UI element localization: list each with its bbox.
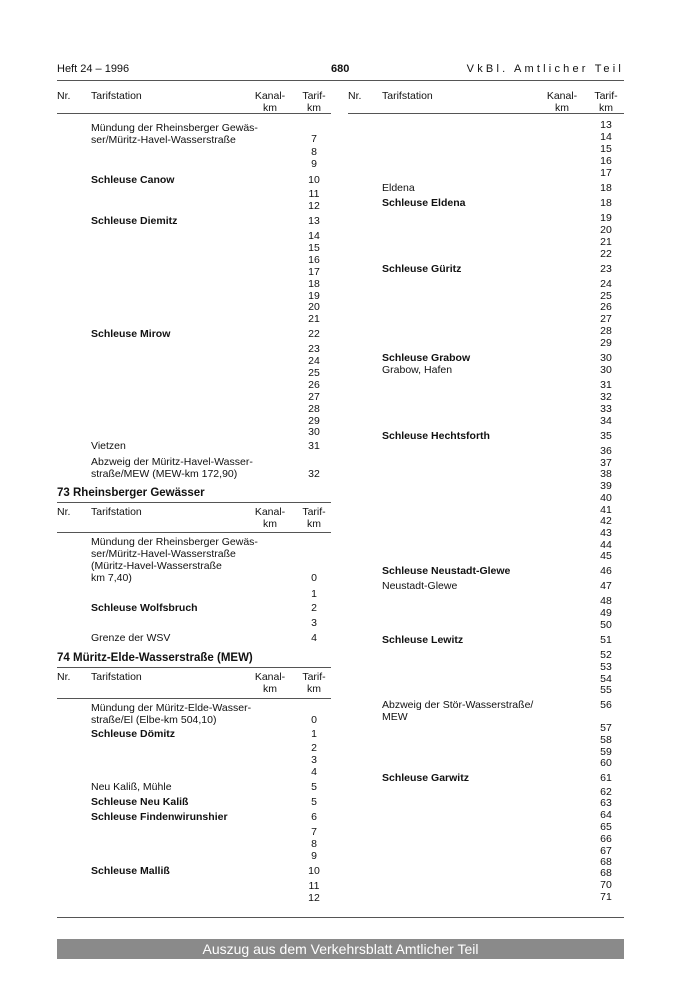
tarif-km: 60 [600, 757, 612, 769]
tarif-km: 27 [308, 391, 320, 403]
bottom-rule [57, 917, 624, 918]
tarif-km: 57 [600, 722, 612, 734]
tarif-km: 10 [308, 174, 320, 186]
tarif-km: 29 [308, 415, 320, 427]
tarif-km: 16 [308, 254, 320, 266]
station-name: Schleuse Malliß [91, 865, 170, 877]
column-header-kanal: Kanal- km [546, 90, 578, 114]
tarif-km: 4 [311, 766, 317, 778]
tarif-km: 18 [600, 197, 612, 209]
footer-banner: Auszug aus dem Verkehrsblatt Amtlicher Teil [57, 939, 624, 959]
tarif-km: 2 [311, 602, 317, 614]
station-name: Schleuse Neustadt-Glewe [382, 565, 511, 577]
tarif-km: 68 [600, 856, 612, 868]
tarif-km: 68 [600, 867, 612, 879]
section-74-head-rule [57, 698, 331, 699]
column-header-nr: Nr. [57, 90, 71, 102]
tarif-km: 50 [600, 619, 612, 631]
tarif-km: 22 [600, 248, 612, 260]
section-74-title: 74 Müritz-Elde-Wasserstraße (MEW) [57, 652, 253, 664]
section-73-rule [57, 502, 331, 503]
station-name: Abzweig der Stör-Wasserstraße/ MEW [382, 699, 534, 723]
tarif-km: 33 [600, 403, 612, 415]
tarif-km: 67 [600, 845, 612, 857]
station-name: Schleuse Eldena [382, 197, 466, 209]
tarif-km: 55 [600, 684, 612, 696]
tarif-km: 46 [600, 565, 612, 577]
tarif-km: 32 [600, 391, 612, 403]
tarif-km: 39 [600, 480, 612, 492]
station-name: Schleuse Dömitz [91, 728, 176, 740]
tarif-km: 20 [600, 224, 612, 236]
column-header-station: Tarifstation [382, 90, 433, 102]
tarif-km: 70 [600, 879, 612, 891]
station-name: Schleuse Diemitz [91, 215, 178, 227]
tarif-km: 47 [600, 580, 612, 592]
tarif-km: 21 [600, 236, 612, 248]
tarif-km: 28 [308, 403, 320, 415]
tarif-km: 2 [311, 742, 317, 754]
tarif-km: 8 [311, 838, 317, 850]
station-name: Grabow, Hafen [382, 364, 453, 376]
station-name: Schleuse Neu Kaliß [91, 796, 189, 808]
tarif-km: 13 [600, 119, 612, 131]
column-header-tarif: Tarif- km [302, 90, 326, 114]
tarif-km: 54 [600, 673, 612, 685]
column-header-tarif: Tarif- km [302, 671, 326, 695]
tarif-km: 40 [600, 492, 612, 504]
column-header-kanal: Kanal- km [254, 90, 286, 114]
station-name: Abzweig der Müritz-Havel-Wasser- straße/MEW (MEW-km 172,90) [91, 456, 253, 480]
tarif-km: 71 [600, 891, 612, 903]
tarif-km: 36 [600, 445, 612, 457]
publication-title: VkBl. Amtlicher Teil [466, 63, 624, 75]
tarif-km: 6 [311, 811, 317, 823]
tarif-km: 49 [600, 607, 612, 619]
tarif-km: 27 [600, 313, 612, 325]
tarif-km: 23 [600, 263, 612, 275]
tarif-km: 42 [600, 515, 612, 527]
page-number: 680 [331, 63, 350, 75]
station-name: Mündung der Rheinsberger Gewäs- ser/Müritz-Havel-Wasserstraße (Müritz-Havel-Wasserstraße km 7,40) [91, 536, 258, 584]
tarif-km: 53 [600, 661, 612, 673]
section-74-rule [57, 667, 331, 668]
station-name: Neustadt-Glewe [382, 580, 458, 592]
tarif-km: 26 [308, 379, 320, 391]
tarif-km: 64 [600, 809, 612, 821]
column-header-kanal: Kanal- km [254, 671, 286, 695]
tarif-km: 18 [600, 182, 612, 194]
tarif-km: 25 [308, 367, 320, 379]
tarif-km: 41 [600, 504, 612, 516]
tarif-km: 0 [311, 714, 317, 726]
tarif-km: 25 [600, 290, 612, 302]
tarif-km: 19 [308, 290, 320, 302]
column-header-station: Tarifstation [91, 671, 142, 683]
tarif-km: 44 [600, 539, 612, 551]
tarif-km: 26 [600, 301, 612, 313]
tarif-km: 62 [600, 786, 612, 798]
tarif-km: 10 [308, 865, 320, 877]
tarif-km: 9 [311, 850, 317, 862]
right-column [348, 0, 624, 910]
tarif-km: 9 [311, 158, 317, 170]
tarif-km: 22 [308, 328, 320, 340]
station-name: Mündung der Müritz-Elde-Wasser- straße/El (Elbe-km 504,10) [91, 702, 252, 726]
station-name: Schleuse Garwitz [382, 772, 469, 784]
tarif-km: 11 [308, 880, 320, 892]
tarif-km: 30 [600, 364, 612, 376]
tarif-km: 58 [600, 734, 612, 746]
tarif-km: 61 [600, 772, 612, 784]
column-header-station: Tarifstation [91, 506, 142, 518]
tarif-km: 56 [600, 699, 612, 711]
station-name: Schleuse Mirow [91, 328, 171, 340]
station-name: Schleuse Canow [91, 174, 175, 186]
tarif-km: 24 [600, 278, 612, 290]
tarif-km: 3 [311, 754, 317, 766]
section-73-title: 73 Rheinsberger Gewässer [57, 487, 205, 499]
tarif-km: 31 [308, 440, 320, 452]
tarif-km: 16 [600, 155, 612, 167]
tarif-km: 23 [308, 343, 320, 355]
tarif-km: 1 [311, 588, 317, 600]
tarif-km: 31 [600, 379, 612, 391]
tarif-km: 1 [311, 728, 317, 740]
tarif-km: 30 [600, 352, 612, 364]
tarif-km: 14 [308, 230, 320, 242]
column-header-kanal: Kanal- km [254, 506, 286, 530]
tarif-km: 51 [600, 634, 612, 646]
station-name: Eldena [382, 182, 415, 194]
tarif-km: 63 [600, 797, 612, 809]
tarif-km: 37 [600, 457, 612, 469]
station-name: Schleuse Findenwirunshier [91, 811, 228, 823]
tarif-km: 30 [308, 426, 320, 438]
tarif-km: 12 [308, 200, 320, 212]
column-header-nr: Nr. [57, 671, 71, 683]
tarif-km: 5 [311, 796, 317, 808]
tarif-km: 65 [600, 821, 612, 833]
tarif-km: 11 [308, 188, 320, 200]
tarif-km: 21 [308, 313, 320, 325]
column-header-station: Tarifstation [91, 90, 142, 102]
tarif-km: 3 [311, 617, 317, 629]
tarif-km: 0 [311, 572, 317, 584]
tarif-km: 4 [311, 632, 317, 644]
tarif-km: 20 [308, 301, 320, 313]
tarif-km: 28 [600, 325, 612, 337]
station-name: Schleuse Grabow [382, 352, 471, 364]
tarif-km: 52 [600, 649, 612, 661]
column-header-tarif: Tarif- km [594, 90, 618, 114]
left-column [57, 0, 331, 910]
tarif-km: 17 [308, 266, 320, 278]
tarif-km: 8 [311, 146, 317, 158]
station-name: Neu Kaliß, Mühle [91, 781, 172, 793]
tarif-km: 45 [600, 550, 612, 562]
tarif-km: 7 [311, 133, 317, 145]
station-name: Schleuse Güritz [382, 263, 462, 275]
tarif-km: 59 [600, 746, 612, 758]
tarif-km: 24 [308, 355, 320, 367]
station-name: Schleuse Lewitz [382, 634, 464, 646]
station-name: Schleuse Wolfsbruch [91, 602, 198, 614]
tarif-km: 43 [600, 527, 612, 539]
tarif-km: 19 [600, 212, 612, 224]
station-name: Mündung der Rheinsberger Gewäs- ser/Müritz-Havel-Wasserstraße [91, 122, 258, 146]
tarif-km: 18 [308, 278, 320, 290]
tarif-km: 29 [600, 337, 612, 349]
tarif-km: 32 [308, 468, 320, 480]
station-name: Vietzen [91, 440, 126, 452]
tarif-km: 5 [311, 781, 317, 793]
tarif-km: 38 [600, 468, 612, 480]
tarif-km: 15 [308, 242, 320, 254]
tarif-km: 15 [600, 143, 612, 155]
tarif-km: 17 [600, 167, 612, 179]
tarif-km: 13 [308, 215, 320, 227]
tarif-km: 34 [600, 415, 612, 427]
tarif-km: 66 [600, 833, 612, 845]
tarif-km: 12 [308, 892, 320, 904]
station-name: Schleuse Hechtsforth [382, 430, 490, 442]
tarif-km: 48 [600, 595, 612, 607]
column-header-nr: Nr. [57, 506, 71, 518]
tarif-km: 14 [600, 131, 612, 143]
issue-label: Heft 24 – 1996 [57, 63, 130, 75]
station-name: Grenze der WSV [91, 632, 171, 644]
section-73-head-rule [57, 532, 331, 533]
tarif-km: 35 [600, 430, 612, 442]
column-header-tarif: Tarif- km [302, 506, 326, 530]
tarif-km: 7 [311, 826, 317, 838]
column-header-nr: Nr. [348, 90, 362, 102]
